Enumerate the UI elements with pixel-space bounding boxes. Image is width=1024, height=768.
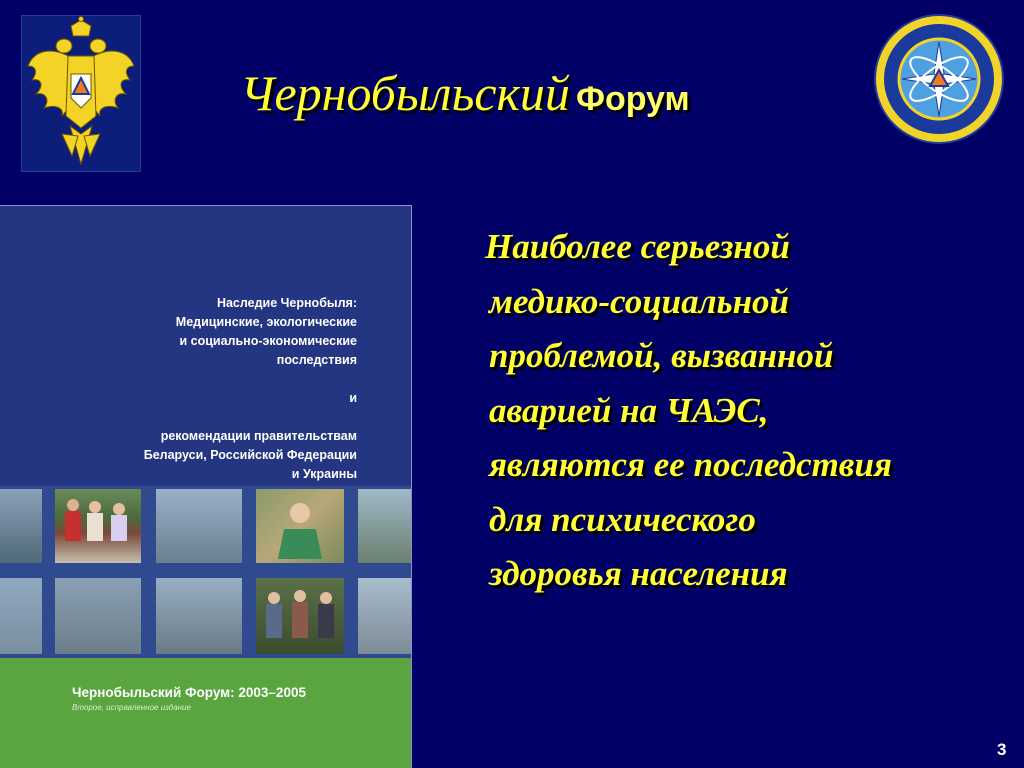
photo-power-plant [0,489,42,563]
slide-title [240,64,690,122]
slide-body-text [485,220,1020,602]
photo-crane [358,578,412,654]
cover-and: и [349,391,357,405]
body-line: проблемой, вызванной [489,336,834,375]
body-line: для психического [489,499,756,539]
photo-industrial [156,489,242,563]
eagle-emblem-graphic [22,16,140,171]
body-line: Наиболее серьезной [485,227,790,266]
body-line: медико-социальной [489,281,789,321]
cover-photo-grid [0,486,412,658]
photo-children [55,489,141,563]
cover-line: рекомендации правительствам [160,429,357,443]
book-cover-image [0,205,412,768]
mchs-emblem-icon [866,12,1012,146]
children-figures-icon [55,489,141,563]
cover-gap [0,408,357,427]
cover-footer-title: Чернобыльский Форум: 2003–2005 [72,685,306,700]
cover-footer-band [0,658,412,768]
photo-sarcophagus [55,578,141,654]
cover-line: и Украины [291,467,357,481]
body-line: являются ее последствия [489,445,892,484]
page-number: 3 [997,740,1007,759]
child-figure-icon [256,489,344,563]
photo-reactor [0,578,42,654]
title-sub: Форум [575,80,690,118]
cover-line: Медицинские, экологические [175,315,357,329]
photo-elders [256,578,344,654]
title-main: Чернобыльский [240,65,570,121]
cover-line: Беларуси, Российской Федерации [143,448,357,462]
cover-title-block [0,294,357,484]
cover-footer-subtitle: Второе, исправленное издание [72,703,191,712]
cover-gap [0,370,357,389]
photo-building [156,578,242,654]
eagle-emblem-icon [21,15,141,172]
cover-line: и социально-экономические [179,334,357,348]
cover-line: последствия [276,353,357,367]
photo-child [256,489,344,563]
cover-line: Наследие Чернобыля: [216,296,357,310]
body-line: аварией на ЧАЭС, [489,390,769,430]
photo-landscape [358,489,412,563]
body-line: здоровья населения [489,554,788,593]
mchs-emblem-graphic [866,12,1012,146]
elders-figures-icon [256,578,344,654]
